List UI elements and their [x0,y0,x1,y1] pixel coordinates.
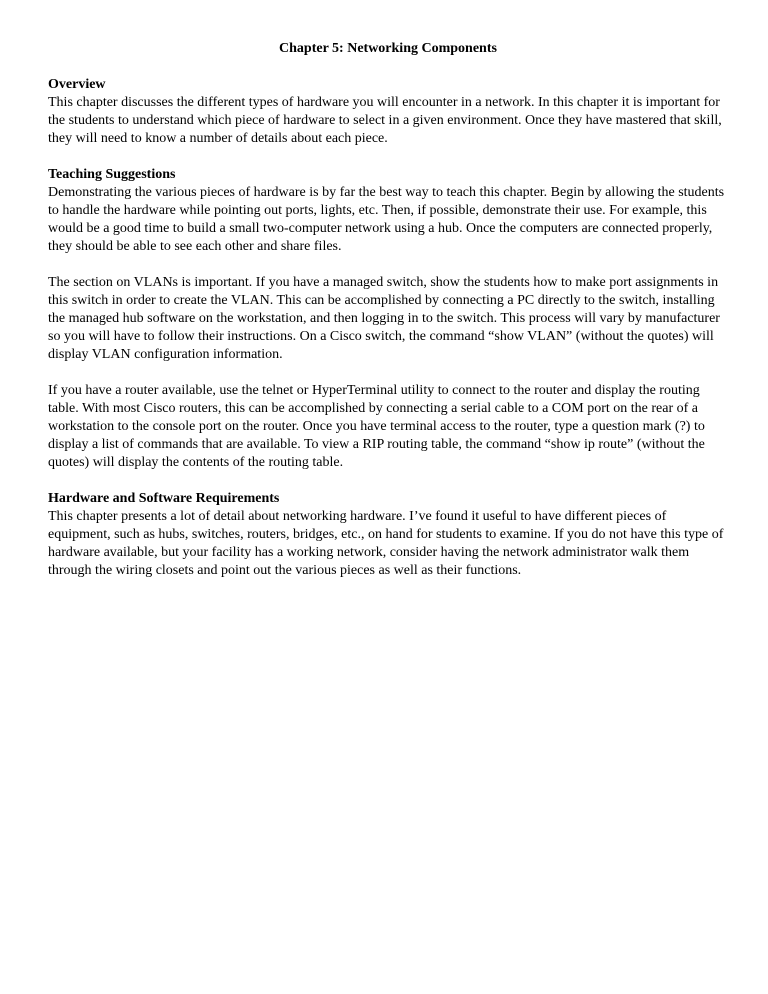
section-teaching-suggestions [48,166,728,472]
chapter-title: Chapter 5: Networking Components [279,41,497,56]
paragraph: If you have a router available, use the telnet or HyperTerminal utility to connect to the router and display the routing table. With most Cisco routers, this can be accomplished by connecting a serial cable to a COM port on the rear of a workstation to the console port on the router. Once you have terminal access to the router, type a question mark (?) to display a list of commands that are available. To view a RIP routing table, the command “show ip route” (without the quotes) will display the contents of the routing table. [48,383,705,470]
paragraph: The section on VLANs is important. If you have a managed switch, show the students how to make port assignments in this switch in order to create the VLAN. This can be accomplished by connecting a PC directly to the switch, installing the managed hub software on the workstation, and then logging in to the switch. This process will vary by manufacturer so you will have to follow their instructions. On a Cisco switch, the command “show VLAN” (without the quotes) will display VLAN configuration information. [48,275,720,362]
paragraph: This chapter presents a lot of detail about networking hardware. I’ve found it useful to have different pieces of equipment, such as hubs, switches, routers, bridges, etc., on hand for students to examine. If you do not have this type of hardware available, but your facility has a working network, consider having the network administrator walk them through the wiring closets and point out the various pieces as well as their functions. [48,509,724,578]
section-overview [48,76,728,148]
section-heading: Overview [48,77,106,92]
paragraph: This chapter discusses the different types of hardware you will encounter in a network. In this chapter it is important for the students to understand which piece of hardware to select in a given environment. Once they have mastered that skill, they will need to know a number of details about each piece. [48,95,722,146]
paragraph: Demonstrating the various pieces of hardware is by far the best way to teach this chapter. Begin by allowing the students to handle the hardware while pointing out ports, lights, etc. Then, if possible, demonstrate their use. For example, this would be a good time to build a small two-computer network using a hub. Once the computers are connected properly, they should be able to see each other and share files. [48,185,725,254]
section-heading: Teaching Suggestions [48,167,176,182]
document-page [48,40,728,598]
section-hardware-software-requirements [48,490,728,580]
section-heading: Hardware and Software Requirements [48,491,280,506]
